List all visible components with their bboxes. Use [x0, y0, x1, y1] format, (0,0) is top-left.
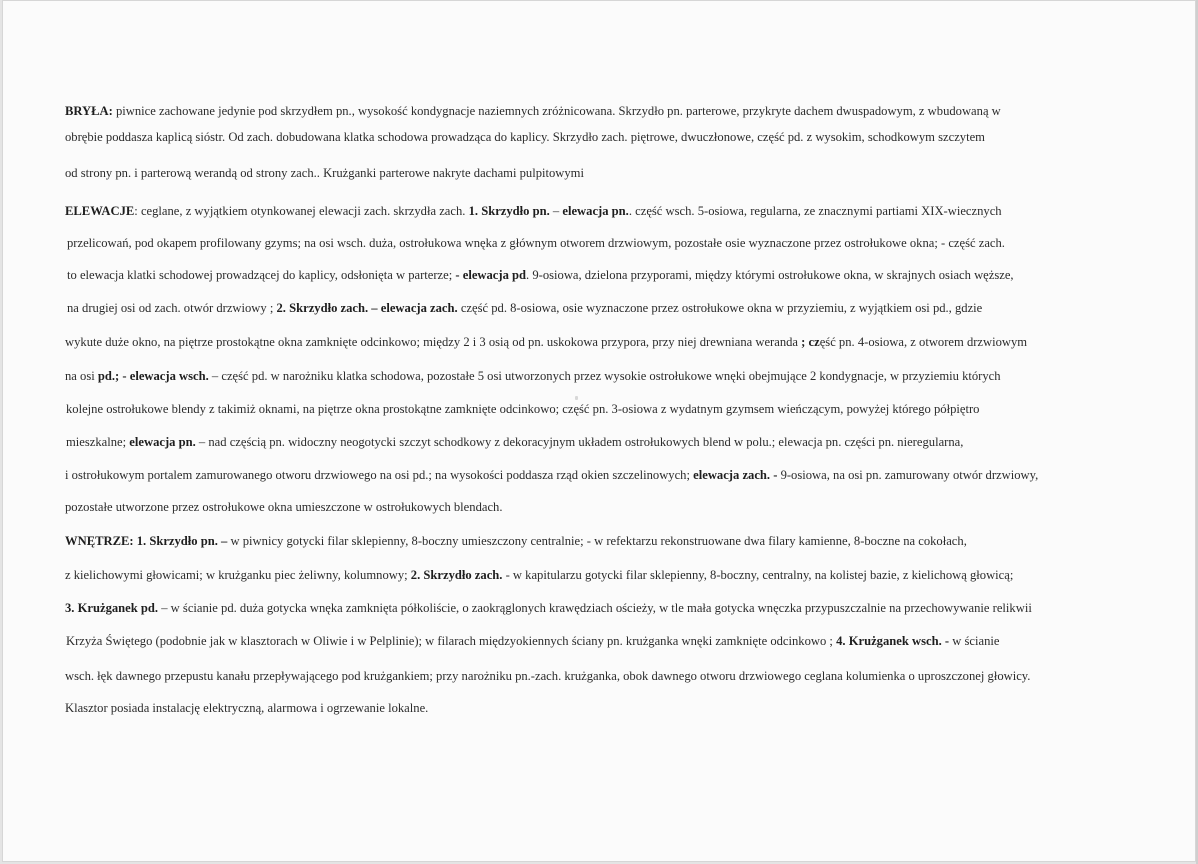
text-line: wykute duże okno, na piętrze prostokątne okna zamknięte odcinkowo; między 2 i 3 osią od pn. uskokowa przypora, przy niej drewniana weranda ; część pn. 4-osiowa, z otworem drzwiowym	[65, 335, 1028, 349]
text-line: kolejne ostrołukowe blendy z takimiż okn​ami, na piętrze okna prostokątne zamknięte odcinkowo; część pn. 3-osiowa z wydatnym gzymsem wieńczącym, powyżej którego półpiętro	[66, 402, 980, 416]
text-line: Klasztor posiada instalację elektryczną, alarmowa i ogrzewanie lokalne.	[65, 701, 429, 715]
text-line: na drugiej osi od zach. otwór drzwiowy ; 2. Skrzydło zach. – elewacja zach. część pd. 8-osiowa, osie wyznaczone przez ostrołukowe okna w przyziemiu, z wyjątkiem osi pd., gdzie	[67, 301, 983, 315]
text-line: od strony pn. i parterową werandą od strony zach.. Krużganki parterowe nakryte dachami pulpitowymi	[65, 166, 584, 180]
section-heading-elewacje: ELEWACJE	[65, 204, 135, 218]
section-heading-wnetrze: WNĘTRZE: 1. Skrzydło pn. –	[65, 534, 228, 548]
section-heading-bryla: BRYŁA:	[65, 104, 113, 118]
text-line: WNĘTRZE: 1. Skrzydło pn. – w piwnicy gotycki filar sklepienny, 8-boczny umieszczony centralnie; - w refektarzu rekonstruowane dwa filary kamienne, 8-boczne na cokołach,	[65, 534, 967, 548]
text-line: wsch. łęk dawnego przepustu kanału przepływającego pod krużgankiem; przy narożniku pn.-zach. krużganka, obok dawnego otworu drzwiowego ceglana kolumienka o uproszczonej głowicy.	[65, 669, 1031, 683]
text-line: z kielichowymi głowicami; w krużganku piec żeliwny, kolumnowy; 2. Skrzydło zach. - w kapitularzu gotycki filar sklepienny, 8-boczny, centralny, na kolistej bazie, z kielichową głowicą;	[65, 568, 1014, 582]
text-line: na osi pd.; - elewacja wsch. – część pd. w narożniku klatka schodowa, pozostałe 5 osi utworzonych przez wysokie ostrołukowe wnęki obejmujące 2 kondygnacje, w przyziemiu których	[65, 369, 1001, 383]
text-line: to elewacja klatki schodowej prowadzącej do kaplicy, odsłonięta w parterze; - elewacja pd. 9-osiowa, dzielona przyporami, między którymi ostrołukowe okna, w skrajnych osiach węższe,	[67, 268, 1014, 282]
text-line: 3. Krużganek pd. – w ścianie pd. duża gotycka wnęka zamknięta półkoliście, o zaokrąglonych krawędziach ościeży, w tle mała gotycka wnęczka przypuszczalnie na przechowywanie relikwii	[65, 601, 1032, 615]
document-page	[2, 0, 1196, 862]
text-line: obrębie poddasza kaplicą sióstr. Od zach. dobudowana klatka schodowa prowadząca do kaplicy. Skrzydło zach. piętrowe, dwuczłonowe, część pd. z wysokim, schodkowym szczytem	[65, 130, 985, 144]
text-line: i ostrołukowym portalem zamurowanego otworu drzwiowego na osi pd.; na wysokości poddasza rząd okien szczelinowych; elewacja zach. - 9-osiowa, na osi pn. zamurowany otwór drzwiowy,	[65, 468, 1039, 482]
text-line: ELEWACJE: ceglane, z wyjątkiem otynkowanej elewacji zach. skrzydła zach. 1. Skrzydło pn. – elewacja pn.. część wsch. 5-osiowa, regularna, ze znacznymi partiami XIX-wiecznych	[65, 204, 1002, 218]
text-line: BRYŁA: piwnice zachowane jedynie pod skrzydłem pn., wysokość kondygnacje naziemnych zróżnicowana. Skrzydło pn. parterowe, przykryte dachem dwuspadowym, z wbudowaną w	[65, 104, 1001, 118]
text-line: przelicowań, pod okapem profilowany gzyms; na osi wsch. duża, ostrołukowa wnęka z głównym otworem drzwiowym, pozostałe osie wyznaczone przez ostrołukowe okna; - część zach.	[67, 236, 1005, 250]
text-line: Krzyża Świętego (podobnie jak w klasztorach w Oliwie i w Pelplinie); w filarach międzyokiennych ściany pn. krużganka wnęki zamknięte odcinkowo ; 4. Krużganek wsch. - w ścianie	[66, 634, 1000, 648]
document-body	[3, 1, 1196, 862]
text-line: pozostałe utworzone przez ostrołukowe okna umieszczone w ostrołukowych blendach.	[65, 500, 503, 514]
text-line: mieszkalne; elewacja pn. – nad częścią pn. widoczny neogotycki szczyt schodkowy z dekoracyjnym układem ostrołukowych blend w polu.; elewacja pn. części pn. nieregularna,	[66, 435, 964, 449]
